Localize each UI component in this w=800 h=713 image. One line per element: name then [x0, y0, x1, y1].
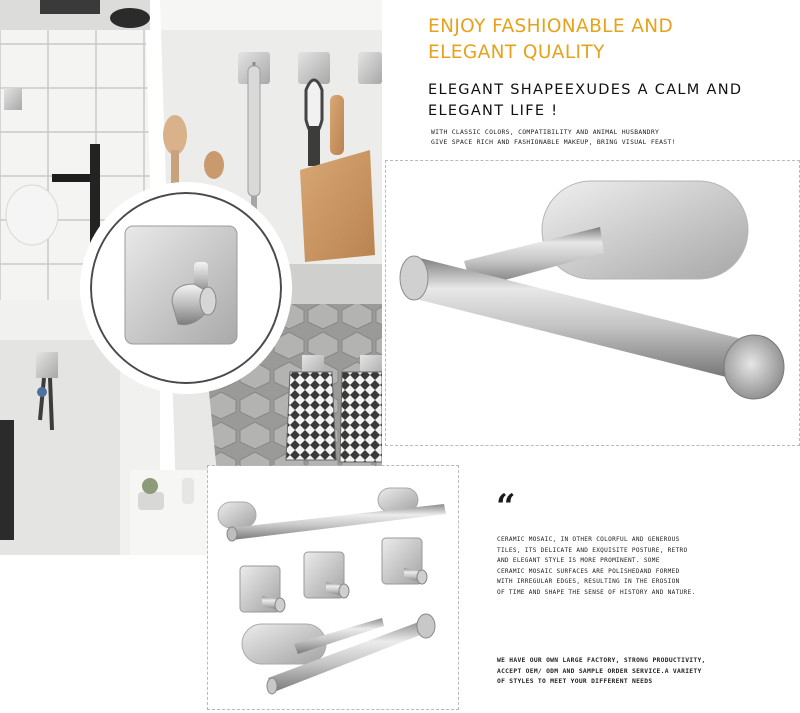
intro-line-1: WITH CLASSIC COLORS, COMPATIBILITY AND ANIMAL HUSBANDRY	[431, 128, 660, 136]
headline-line-1: ENJOY FASHIONABLE AND	[428, 16, 674, 37]
headline	[428, 14, 788, 66]
quote-icon: “	[496, 487, 516, 527]
factory-line-1: WE HAVE OUR OWN LARGE FACTORY, STRONG PRODUCTIVITY,	[497, 657, 706, 664]
subheadline-line-2: ELEGANT LIFE !	[428, 103, 559, 119]
headline-line-2: ELEGANT QUALITY	[428, 42, 605, 63]
description-line-2: TILES, ITS DELICATE AND EXQUISITE POSTURE, RETRO	[497, 546, 688, 554]
description-line-3: AND ELEGANT STYLE IS MORE PROMINENT. SOME	[497, 557, 660, 565]
factory-line-2: ACCEPT OEM/ ODM AND SAMPLE ORDER SERVICE.A VARIETY	[497, 667, 702, 675]
product-set-frame	[207, 465, 459, 710]
description-text	[497, 535, 777, 599]
intro-line-2: GIVE SPACE RICH AND FASHIONABLE MAKEUP, BRING VISUAL FEAST!	[431, 138, 676, 146]
hook-closeup-image	[90, 192, 282, 384]
product-set-image	[208, 466, 458, 709]
description-line-5: WITH IRREGULAR EDGES, RESULTING IN THE EROSION	[497, 578, 680, 586]
toilet-paper-holder-image	[386, 161, 799, 445]
description-line-4: CERAMIC MOSAIC SURFACES ARE POLISHEDAND FORMED	[497, 567, 680, 575]
subheadline	[428, 80, 798, 122]
subheadline-line-1: ELEGANT SHAPEEXUDES A CALM AND	[428, 82, 743, 98]
description-line-1: CERAMIC MOSAIC, IN OTHER COLORFUL AND GENEROUS	[497, 536, 680, 543]
factory-line-3: OF STYLES TO MEET YOUR DIFFERENT NEEDS	[497, 678, 653, 685]
factory-text	[497, 656, 787, 688]
intro-text	[431, 127, 800, 147]
description-line-6: OF TIME AND SHAPE THE SENSE OF HISTORY AND NATURE.	[497, 588, 696, 596]
holder-product-frame	[385, 160, 800, 446]
